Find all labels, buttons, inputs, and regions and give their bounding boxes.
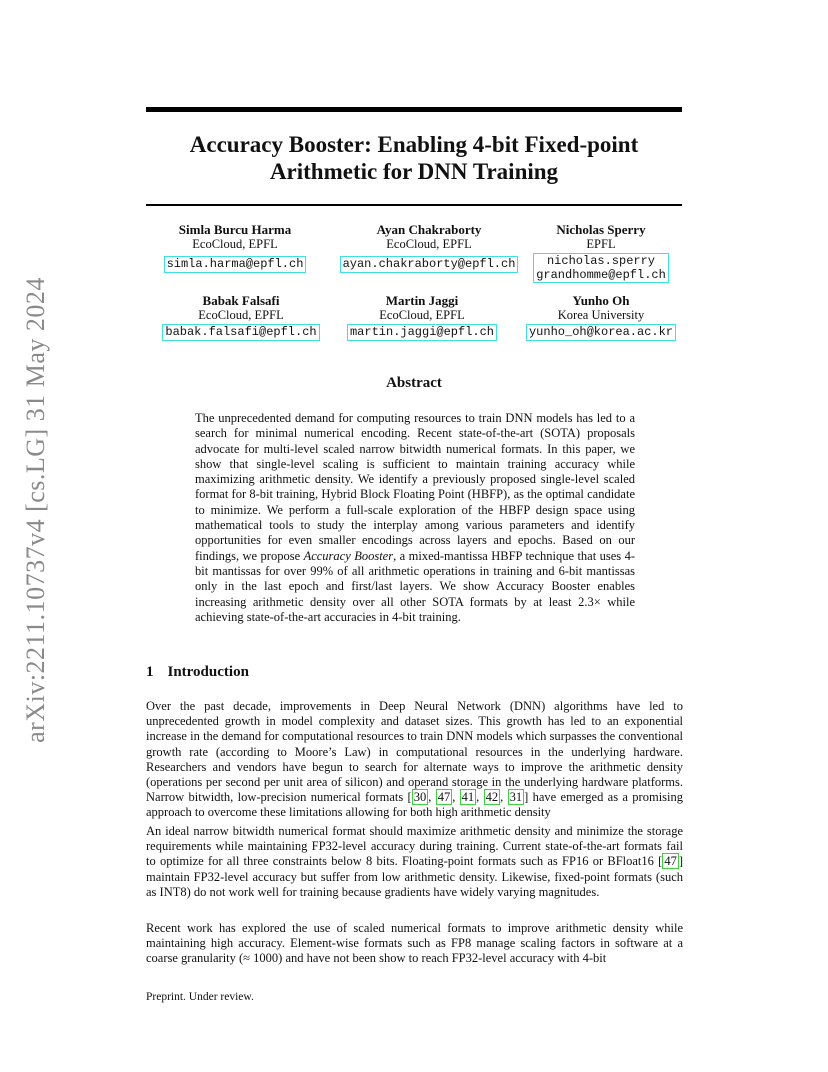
- citation-link[interactable]: 47: [437, 790, 451, 805]
- author-email-link[interactable]: babak.falsafi@epfl.ch: [162, 324, 319, 341]
- author-affiliation: EcoCloud, EPFL: [379, 308, 465, 322]
- para-text: ] have emerged as a promising approach to overcome these limitations allowing for both high arithmetic density: [146, 790, 684, 820]
- abstract-part-2: , a mixed-mantissa HBFP technique that uses 4-bit mantissas for over 99% of all arithmetic operations in training and 6-bit mantissas only in the last epoch and first/last layers. We show Accuracy Booster enables increasing arithmetic density over all other SOTA formats by at least 2.3× while achieving state-of-the-art accuracies in 4-bit training.: [195, 548, 636, 624]
- author-email-link[interactable]: martin.jaggi@epfl.ch: [347, 324, 497, 341]
- intro-paragraph-1: Over the past decade, improvements in Deep Neural Network (DNN) algorithms have led to unprecedented growth in model complexity and dataset sizes. This growth has led to an exponential increase in the demand for computational resources to train DNN models which surpasses the conventional growth rate (according to Moore’s Law) in computational resources in the underlying hardware. Researchers and vendors have begun to search for alternate ways to improve the arithmetic density (operations per second per unit area of silicon) and operand storage in the underlying hardware platforms. Narrow bitwidth, low-precision numerical formats [ 30 , 47 , 41 , 42 , 31 ] have emerged as a promising approach to overcome these limitations allowing for both high arithmetic density: [146, 699, 684, 820]
- citation-link[interactable]: 42: [485, 790, 499, 805]
- para-text: An ideal narrow bitwidth numerical format should maximize arithmetic density and minimize the storage requirements while maintaining FP32-level accuracy during training. Current state-of-the-art formats fail to optimize for all three constraints below 8 bits. Floating-point formats such as FP16 or BFloat16 [: [146, 824, 683, 869]
- title-line-2: Arithmetic for DNN Training: [269, 159, 559, 184]
- paper-title: [146, 131, 682, 185]
- title-rule: [146, 204, 682, 206]
- citation-link[interactable]: 41: [461, 790, 475, 805]
- intro-paragraph-2: [146, 824, 683, 900]
- author-name: Martin Jaggi: [385, 293, 459, 308]
- author-email-link[interactable]: simla.harma@epfl.ch: [164, 256, 307, 273]
- author-affiliation: EcoCloud, EPFL: [192, 237, 278, 251]
- author-name: Yunho Oh: [572, 293, 630, 308]
- email-line-2: grandhomme@epfl.ch: [536, 268, 666, 282]
- section-title: Introduction: [167, 664, 249, 680]
- author-affiliation: EcoCloud, EPFL: [198, 308, 284, 322]
- citation-link[interactable]: 47: [664, 854, 677, 869]
- intro-paragraph-3: Recent work has explored the use of scaled numerical formats to improve arithmetic density while maintaining high accuracy. Element-wise formats such as FP8 manage scaling factors in software at a coarse granularity (≈ 1000) and have not been show to reach FP32-level accuracy with 4-bit: [146, 921, 683, 966]
- author-block-1: [150, 222, 320, 273]
- author-affiliation: Korea University: [557, 308, 645, 322]
- author-affiliation: EPFL: [586, 237, 616, 251]
- abstract-emphasis: Accuracy Booster: [303, 548, 394, 563]
- author-email-link[interactable]: yunho_oh@korea.ac.kr: [526, 324, 676, 341]
- section-number: 1: [146, 664, 154, 680]
- title-line-1: Accuracy Booster: Enabling 4-bit Fixed-point: [189, 132, 639, 157]
- para-text: Over the past decade, improvements in Deep Neural Network (DNN) algorithms have led to unprecedented growth in model complexity and dataset sizes. This growth has led to an exponential increase in the demand for computational resources to train DNN models which surpasses the conventional growth rate (according to Moore’s Law) in computational resources in the underlying hardware. Researchers and vendors have begun to search for alternate ways to improve the arithmetic density (operations per second per unit area of silicon) and operand storage in the underlying hardware platforms. Narrow bitwidth, low-precision numerical formats [: [146, 699, 683, 805]
- citation-link[interactable]: 30: [413, 790, 427, 805]
- arxiv-id-text: arXiv:2211.10737v4 [cs.LG] 31 May 2024: [21, 277, 50, 743]
- author-email-link[interactable]: [533, 253, 669, 283]
- author-name: Ayan Chakraborty: [376, 222, 482, 237]
- top-rule: [146, 107, 682, 112]
- author-block-3: [515, 222, 687, 283]
- author-block-2: [334, 222, 524, 273]
- author-name: Nicholas Sperry: [556, 222, 646, 237]
- section-heading: [146, 664, 249, 681]
- author-affiliation: EcoCloud, EPFL: [386, 237, 472, 251]
- para-text: ] maintain FP32-level accuracy but suffer from low arithmetic density. Likewise, fixed-point formats (such as INT8) do not work well for training because gradients have widely varying magnitudes.: [146, 854, 683, 899]
- author-block-5: [334, 293, 510, 341]
- abstract-text: [195, 411, 635, 625]
- citation-link[interactable]: 31: [509, 790, 523, 805]
- author-block-6: [515, 293, 687, 341]
- footer-note: Preprint. Under review.: [146, 991, 254, 1003]
- author-block-4: [150, 293, 332, 341]
- abstract-part-1: The unprecedented demand for computing resources to train DNN models has led to a search for minimal numerical encoding. Recent state-of-the-art (SOTA) proposals advocate for multi-level scaled narrow bitwidth numerical formats. In this paper, we show that single-level scaling is sufficient to maintain training accuracy while maximizing arithmetic density. We identify a previously proposed single-level scaled format for 8-bit training, Hybrid Block Floating Point (HBFP), as the optimal candidate to minimize. We perform a full-scale exploration of the HBFP design space using mathematical tools to study the interplay among various parameters and identify opportunities for even smaller encodings across layers and epochs. Based on our findings, we propose: [195, 411, 635, 563]
- author-email-link[interactable]: ayan.chakraborty@epfl.ch: [340, 256, 519, 273]
- email-line-1: nicholas.sperry: [546, 254, 656, 268]
- author-name: Simla Burcu Harma: [178, 222, 292, 237]
- abstract-heading: Abstract: [386, 375, 442, 391]
- author-name: Babak Falsafi: [202, 293, 280, 308]
